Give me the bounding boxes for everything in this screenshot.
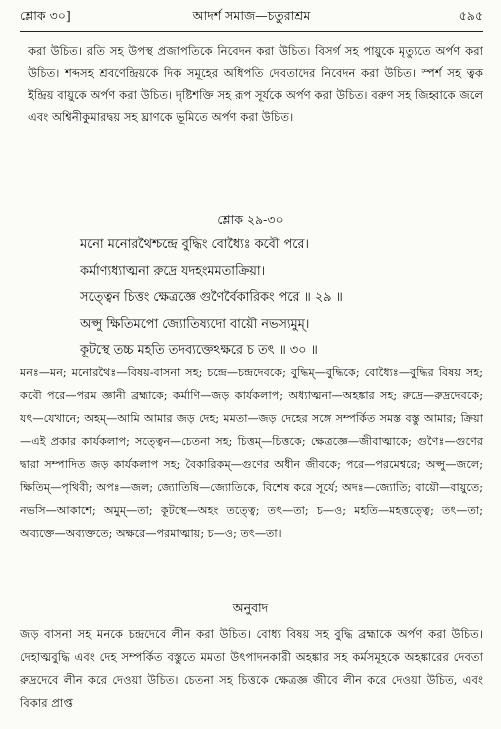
word-for-word-gloss: মনঃ—মন; মনোরথৈঃ—বিষয়-বাসনা সহ; চন্দ্রে—চন্দ্রদেবকে; বুদ্ধিম্—বুদ্ধিকে; বোধ্যৈঃ—বুদ্ধির বিষয় সহ; কবৌ পরে—পরম জ্ঞানী ব্রহ্মাকে; কর্মাণি—জড় কার্যকলাপ; অধ্যাত্মনা—অহঙ্কার সহ; রুদ্রে—রুদ্রদেবকে; যৎ—যেখানে; অহম্—আমি আমার জড় দেহ; মমতা—জড় দেহের সঙ্গে সম্পর্কিত সমস্ত বস্তু আমার; ক্রিয়া—এই প্রকার কার্যকলাপ; সত্ত্বেন—চেতনা সহ; চিত্তম্—চিত্তকে; ক্ষেত্রজ্ঞে—জীবাত্মাকে; গুণৈঃ—গুণের দ্বারা সম্পাদিত জড় কার্যকলাপ সহ; বৈকারিকম্—গুণের অধীন জীবকে; পরে—পরমেশ্বরে; অপ্সু—জলে; ক্ষিতিম্—পৃথিবী; অপঃ—জল; জ্যোতিষি—জ্যোতিকে, বিশেষ করে সূর্যে; অদঃ—জ্যোতি; বায়ৌ—বায়ুতে; নভসি—আকাশে; অমুম্—তা; কূটস্থে—অহং তত্ত্বে; তৎ—তা; চ—ও; মহতি—মহত্তত্ত্বে; তৎ—তা; অব্যক্তে—অব্যক্ততে; অক্ষরে—পরমাত্মায়; চ—ও; তৎ—তা। xyxy=(20,366,483,540)
sanskrit-verse xyxy=(80,232,481,365)
verse-line: সত্ত্বেন চিত্তং ক্ষেত্রজ্ঞে গুণৈর্বৈকারিকং পরে ॥ ২৯ ॥ xyxy=(80,290,343,305)
header-page-number: ৫৯৫ xyxy=(458,8,483,23)
header-rule xyxy=(20,31,483,32)
translation-heading: অনুবাদ xyxy=(232,600,269,615)
verse-line: কর্মাণ্যধ্যাত্মনা রুদ্রে যদহংমমতাক্রিয়া। xyxy=(80,263,266,279)
header-chapter-title: আদর্শ সমাজ—চতুরাশ্রম xyxy=(192,8,311,23)
verse-line: কূটস্থে তচ্চ মহতি তদব্যক্তেঽক্ষরে চ তৎ ॥ ৩০ ॥ xyxy=(80,343,318,358)
translation-text: জড় বাসনা সহ মনকে চন্দ্রদেবে লীন করা উচিত। বোধ্য বিষয় সহ বুদ্ধি ব্রহ্মাকে অর্পণ করা উচিত। দেহাত্মবুদ্ধি এবং দেহ সম্পর্কিত বস্তুতে মমতা উৎপাদনকারী অহঙ্কার সহ কর্মসমূহকে অহঙ্কারের দেবতা রুদ্রদেবে লীন করে দেওয়া উচিত। চেতনা সহ চিত্তকে ক্ষেত্রজ্ঞ জীবে লীন করে দেওয়া উচিত, এবং বিকার প্রাপ্ত xyxy=(20,627,483,710)
verse-line: অপ্সু ক্ষিতিমপো জ্যোতিষ্যদো বায়ৌ নভস্যমুম্। xyxy=(80,316,310,332)
header-verse-ref: শ্লোক ৩০] xyxy=(20,8,71,23)
shloka-heading: শ্লোক ২৯-৩০ xyxy=(217,212,284,227)
verse-line: মনো মনোরথৈশ্চন্দ্রে বুদ্ধিং বোধ্যৈঃ কবৌ পরে। xyxy=(80,237,309,252)
purport-paragraph: করা উচিত। রতি সহ উপস্থ প্রজাপতিকে নিবেদন করা উচিত। বিসর্গ সহ পায়ুকে মৃত্যুতে অর্পণ করা উচিত। শব্দসহ শ্রবণেন্দ্রিয়কে দিক সমূহের অধিপতি দেবতাদের নিবেদন করা উচিত। স্পর্শ সহ ত্বক ইন্দ্রিয় বায়ুকে অর্পণ করা উচিত। দৃষ্টিশক্তি সহ রূপ সূর্যকে অর্পণ করা উচিত। বরুণ সহ জিহ্বাকে জলে এবং অশ্বিনীকুমারদ্বয় সহ ঘ্রাণকে ভূমিতে অর্পণ করা উচিত। xyxy=(28,44,483,124)
page-header xyxy=(20,8,483,32)
